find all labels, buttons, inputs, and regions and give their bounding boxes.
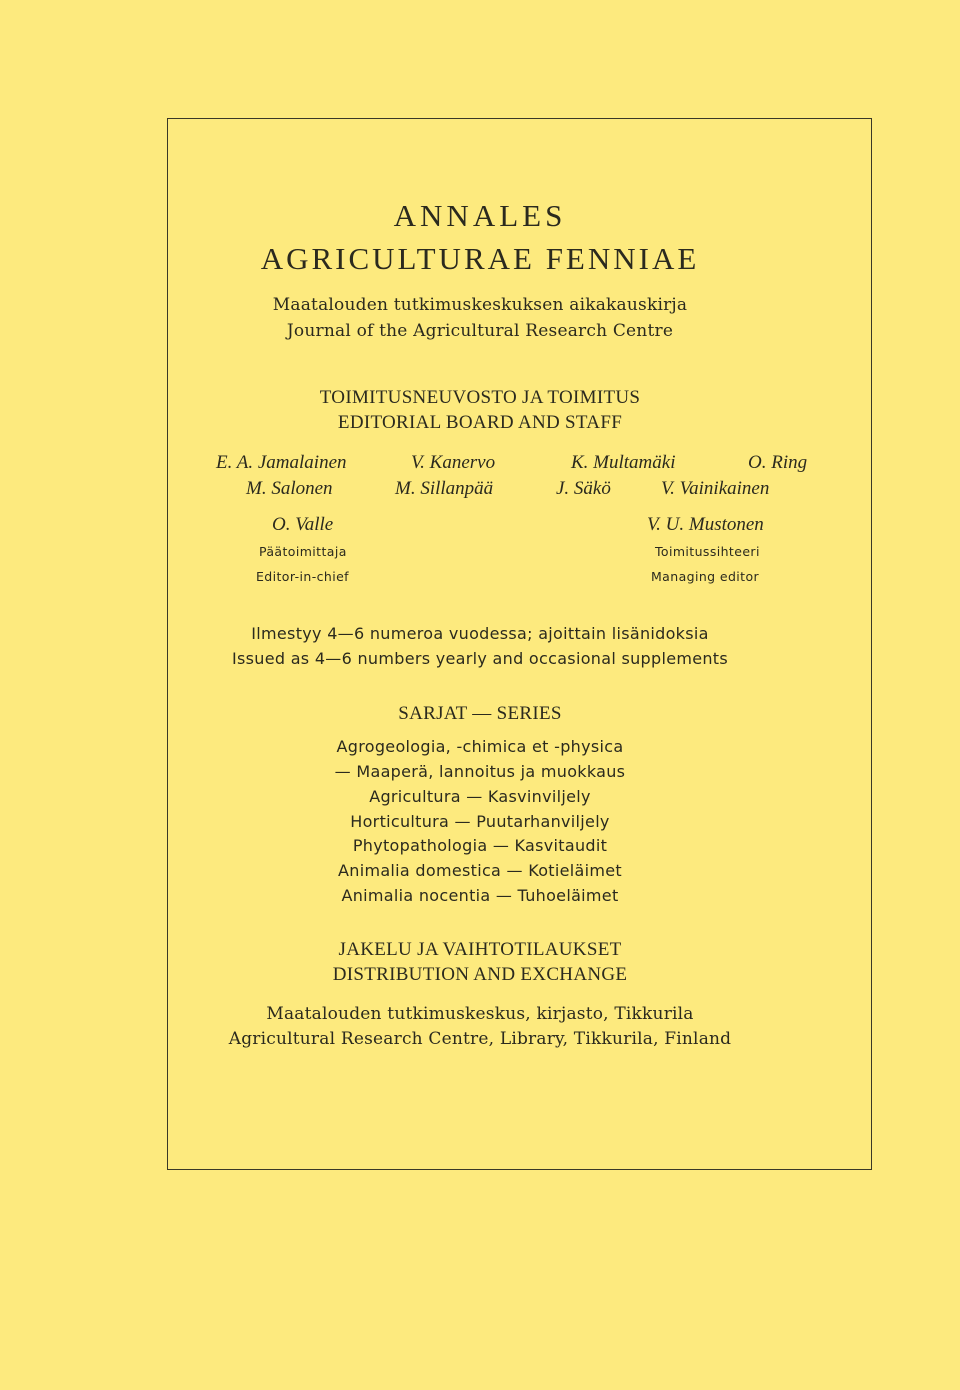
series-item: Agrogeologia, -chimica et -physica <box>336 737 624 756</box>
board-member-name: M. Salonen <box>246 478 333 499</box>
distribution-heading-finnish: JAKELU JA VAIHTOTILAUKSET <box>338 939 622 960</box>
board-member-name: V. Kanervo <box>411 452 496 473</box>
subtitle-finnish: Maatalouden tutkimuskeskuksen aikakauskirja <box>272 295 688 315</box>
series-item: Phytopathologia — Kasvitaudit <box>352 836 608 855</box>
board-member-name: K. Multamäki <box>571 452 676 473</box>
journal-title-line2: AGRICULTURAE FENNIAE <box>260 241 700 276</box>
editor-in-chief-name: O. Valle <box>272 514 334 535</box>
managing-editor-name: V. U. Mustonen <box>647 514 764 535</box>
board-member-name: O. Ring <box>748 452 808 473</box>
issued-english: Issued as 4—6 numbers yearly and occasional supplements <box>231 649 729 668</box>
managing-editor-role-finnish: Toimitussihteeri <box>655 544 760 559</box>
board-member-name: M. Sillanpää <box>395 478 494 499</box>
series-item: Horticultura — Puutarhanviljely <box>350 812 610 831</box>
issued-finnish: Ilmestyy 4—6 numeroa vuodessa; ajoittain lisänidoksia <box>251 624 709 643</box>
board-member-name: J. Säkö <box>556 478 611 499</box>
series-heading: SARJAT — SERIES <box>398 703 562 724</box>
distribution-heading-english: DISTRIBUTION AND EXCHANGE <box>332 964 628 985</box>
subtitle-english: Journal of the Agricultural Research Centre <box>286 321 674 341</box>
board-member-name: V. Vainikainen <box>661 478 770 499</box>
managing-editor-role-english: Managing editor <box>651 569 760 584</box>
editor-in-chief-role-finnish: Päätoimittaja <box>259 544 347 559</box>
board-member-name: E. A. Jamalainen <box>216 452 347 473</box>
journal-title-line1: ANNALES <box>393 198 567 233</box>
series-item: Animalia domestica — Kotieläimet <box>338 861 622 880</box>
address-english: Agricultural Research Centre, Library, Tikkurila, Finland <box>228 1029 732 1049</box>
series-item: — Maaperä, lannoitus ja muokkaus <box>334 762 626 781</box>
series-item: Agricultura — Kasvinviljely <box>369 787 591 806</box>
board-heading-finnish: TOIMITUSNEUVOSTO JA TOIMITUS <box>319 387 641 408</box>
board-heading-english: EDITORIAL BOARD AND STAFF <box>337 412 623 433</box>
address-finnish: Maatalouden tutkimuskeskus, kirjasto, Tikkurila <box>266 1004 694 1024</box>
series-item: Animalia nocentia — Tuhoeläimet <box>341 886 619 905</box>
editor-in-chief-role-english: Editor-in-chief <box>256 569 349 584</box>
